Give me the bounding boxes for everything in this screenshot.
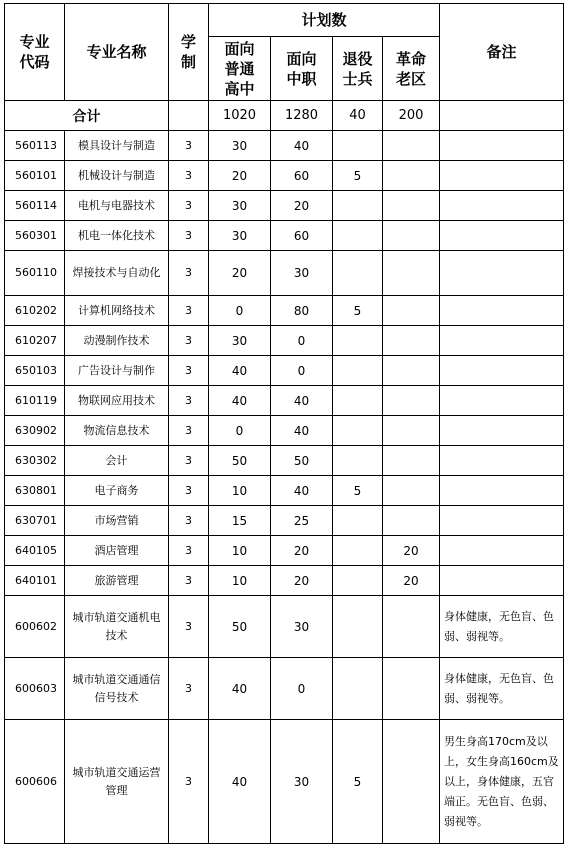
major-name-text: 焊接技术与自动化	[72, 266, 161, 279]
plan-old-revolutionary-area	[383, 658, 440, 720]
major-name-text: 物联网应用技术	[78, 393, 155, 407]
plan-high-school: 30	[209, 221, 271, 251]
years: 3	[169, 596, 209, 658]
major-name	[65, 476, 169, 506]
plan-high-school: 10	[209, 536, 271, 566]
plan-veterans	[333, 416, 383, 446]
note	[440, 476, 564, 506]
years: 3	[169, 720, 209, 844]
plan-high-school: 20	[209, 161, 271, 191]
plan-veterans: 5	[333, 296, 383, 326]
years: 3	[169, 356, 209, 386]
major-code: 560113	[5, 131, 65, 161]
plan-old-revolutionary-area: 20	[383, 566, 440, 596]
table-row	[5, 506, 564, 536]
plan-veterans	[333, 566, 383, 596]
plan-high-school: 0	[209, 296, 271, 326]
table-row	[5, 566, 564, 596]
table-row	[5, 446, 564, 476]
header-row-1	[5, 4, 564, 37]
major-name-text: 城市轨道交通通信信号技术	[72, 672, 161, 704]
enrollment-plan-table	[4, 3, 564, 844]
major-code: 650103	[5, 356, 65, 386]
note	[440, 131, 564, 161]
major-name	[65, 296, 169, 326]
major-code: 560301	[5, 221, 65, 251]
years: 3	[169, 326, 209, 356]
plan-old-revolutionary-area	[383, 296, 440, 326]
plan-vocational: 80	[271, 296, 333, 326]
total-years	[169, 101, 209, 131]
major-code: 560110	[5, 251, 65, 296]
plan-veterans	[333, 536, 383, 566]
major-name	[65, 658, 169, 720]
table-row	[5, 221, 564, 251]
years: 3	[169, 536, 209, 566]
total-label: 合计	[5, 101, 169, 131]
table-row	[5, 356, 564, 386]
major-name	[65, 506, 169, 536]
plan-vocational: 30	[271, 251, 333, 296]
years: 3	[169, 566, 209, 596]
plan-vocational: 60	[271, 161, 333, 191]
major-name	[65, 131, 169, 161]
years: 3	[169, 296, 209, 326]
table-row	[5, 596, 564, 658]
major-code: 610207	[5, 326, 65, 356]
major-code: 630302	[5, 446, 65, 476]
total-value-3: 40	[333, 101, 383, 131]
plan-old-revolutionary-area	[383, 191, 440, 221]
plan-veterans	[333, 191, 383, 221]
years: 3	[169, 221, 209, 251]
note	[440, 536, 564, 566]
header-note: 备注	[440, 4, 564, 101]
table-row	[5, 161, 564, 191]
major-code: 600606	[5, 720, 65, 844]
plan-vocational: 0	[271, 356, 333, 386]
major-name	[65, 326, 169, 356]
years: 3	[169, 161, 209, 191]
plan-high-school: 10	[209, 476, 271, 506]
major-name-text: 酒店管理	[94, 543, 139, 557]
plan-veterans: 5	[333, 476, 383, 506]
major-name-text: 广告设计与制作	[78, 363, 155, 377]
plan-old-revolutionary-area	[383, 326, 440, 356]
table-row	[5, 296, 564, 326]
plan-old-revolutionary-area	[383, 416, 440, 446]
major-name-text: 机电一体化技术	[78, 228, 155, 242]
years: 3	[169, 386, 209, 416]
note	[440, 161, 564, 191]
plan-high-school: 20	[209, 251, 271, 296]
header-plan: 计划数	[209, 4, 440, 37]
plan-vocational: 30	[271, 596, 333, 658]
major-code: 560114	[5, 191, 65, 221]
years: 3	[169, 251, 209, 296]
table-row	[5, 326, 564, 356]
plan-veterans	[333, 326, 383, 356]
note	[440, 251, 564, 296]
plan-vocational: 0	[271, 326, 333, 356]
plan-vocational: 40	[271, 131, 333, 161]
major-name	[65, 191, 169, 221]
total-row	[5, 101, 564, 131]
plan-vocational: 60	[271, 221, 333, 251]
plan-veterans	[333, 506, 383, 536]
major-name-text: 模具设计与制造	[78, 138, 155, 152]
plan-veterans	[333, 356, 383, 386]
years: 3	[169, 446, 209, 476]
years: 3	[169, 658, 209, 720]
major-name	[65, 251, 169, 296]
plan-old-revolutionary-area	[383, 386, 440, 416]
plan-high-school: 40	[209, 658, 271, 720]
table-row	[5, 720, 564, 844]
major-name-text: 物流信息技术	[83, 423, 150, 437]
major-name	[65, 446, 169, 476]
plan-high-school: 30	[209, 326, 271, 356]
plan-old-revolutionary-area	[383, 476, 440, 506]
major-name	[65, 566, 169, 596]
plan-veterans	[333, 221, 383, 251]
plan-vocational: 40	[271, 386, 333, 416]
plan-veterans	[333, 596, 383, 658]
major-name-text: 城市轨道交通运营管理	[72, 765, 161, 797]
major-name-text: 动漫制作技术	[83, 333, 150, 347]
note: 身体健康，无色盲、色弱、弱视等。	[440, 658, 564, 720]
plan-high-school: 0	[209, 416, 271, 446]
plan-veterans: 5	[333, 720, 383, 844]
plan-old-revolutionary-area	[383, 251, 440, 296]
note	[440, 326, 564, 356]
plan-high-school: 30	[209, 131, 271, 161]
header-plan-col-2: 面向中职	[271, 37, 333, 101]
note	[440, 506, 564, 536]
note	[440, 191, 564, 221]
plan-vocational: 20	[271, 191, 333, 221]
major-name	[65, 596, 169, 658]
header-code: 专业代码	[5, 4, 65, 101]
plan-high-school: 40	[209, 356, 271, 386]
major-name	[65, 221, 169, 251]
plan-old-revolutionary-area	[383, 161, 440, 191]
total-value-1: 1020	[209, 101, 271, 131]
major-name	[65, 356, 169, 386]
plan-old-revolutionary-area	[383, 131, 440, 161]
major-name-text: 会计	[105, 453, 128, 467]
plan-old-revolutionary-area	[383, 596, 440, 658]
plan-veterans: 5	[333, 161, 383, 191]
major-name	[65, 161, 169, 191]
major-code: 600602	[5, 596, 65, 658]
header-plan-col-3: 退役士兵	[333, 37, 383, 101]
table-row	[5, 476, 564, 506]
note	[440, 416, 564, 446]
plan-old-revolutionary-area	[383, 506, 440, 536]
total-note	[440, 101, 564, 131]
major-name	[65, 386, 169, 416]
header-plan-col-4: 革命老区	[383, 37, 440, 101]
plan-veterans	[333, 386, 383, 416]
plan-high-school: 15	[209, 506, 271, 536]
plan-high-school: 40	[209, 386, 271, 416]
plan-veterans	[333, 251, 383, 296]
header-name: 专业名称	[65, 4, 169, 101]
plan-old-revolutionary-area	[383, 720, 440, 844]
plan-vocational: 25	[271, 506, 333, 536]
major-name	[65, 536, 169, 566]
plan-old-revolutionary-area	[383, 221, 440, 251]
plan-vocational: 30	[271, 720, 333, 844]
major-name-text: 计算机网络技术	[78, 303, 155, 317]
plan-vocational: 40	[271, 476, 333, 506]
note	[440, 221, 564, 251]
plan-veterans	[333, 658, 383, 720]
total-value-4: 200	[383, 101, 440, 131]
plan-high-school: 40	[209, 720, 271, 844]
plan-high-school: 50	[209, 596, 271, 658]
plan-old-revolutionary-area	[383, 446, 440, 476]
table-row	[5, 131, 564, 161]
plan-veterans	[333, 131, 383, 161]
major-code: 610119	[5, 386, 65, 416]
years: 3	[169, 476, 209, 506]
note	[440, 296, 564, 326]
plan-vocational: 0	[271, 658, 333, 720]
plan-vocational: 20	[271, 536, 333, 566]
header-years: 学制	[169, 4, 209, 101]
plan-vocational: 40	[271, 416, 333, 446]
years: 3	[169, 131, 209, 161]
note	[440, 356, 564, 386]
major-name-text: 旅游管理	[94, 573, 139, 587]
plan-old-revolutionary-area: 20	[383, 536, 440, 566]
header-plan-col-1: 面向普通高中	[209, 37, 271, 101]
table-row	[5, 251, 564, 296]
plan-vocational: 50	[271, 446, 333, 476]
major-code: 610202	[5, 296, 65, 326]
table-row	[5, 191, 564, 221]
major-code: 640105	[5, 536, 65, 566]
note	[440, 446, 564, 476]
table-row	[5, 416, 564, 446]
total-value-2: 1280	[271, 101, 333, 131]
years: 3	[169, 191, 209, 221]
major-code: 630701	[5, 506, 65, 536]
major-code: 600603	[5, 658, 65, 720]
major-code: 560101	[5, 161, 65, 191]
major-code: 640101	[5, 566, 65, 596]
major-name	[65, 720, 169, 844]
plan-high-school: 50	[209, 446, 271, 476]
table-row	[5, 536, 564, 566]
table-row	[5, 386, 564, 416]
plan-veterans	[333, 446, 383, 476]
major-name-text: 电机与电器技术	[78, 198, 155, 212]
major-name-text: 市场营销	[94, 513, 139, 527]
major-code: 630902	[5, 416, 65, 446]
note: 身体健康，无色盲、色弱、弱视等。	[440, 596, 564, 658]
years: 3	[169, 506, 209, 536]
major-name-text: 电子商务	[94, 483, 139, 497]
note: 男生身高170cm及以上，女生身高160cm及以上，身体健康，五官端正。无色盲、色弱、弱视等。	[440, 720, 564, 844]
major-name-text: 机械设计与制造	[78, 168, 155, 182]
plan-vocational: 20	[271, 566, 333, 596]
major-name-text: 城市轨道交通机电技术	[72, 610, 161, 642]
note	[440, 386, 564, 416]
major-name	[65, 416, 169, 446]
major-code: 630801	[5, 476, 65, 506]
plan-high-school: 10	[209, 566, 271, 596]
plan-high-school: 30	[209, 191, 271, 221]
years: 3	[169, 416, 209, 446]
note	[440, 566, 564, 596]
table-row	[5, 658, 564, 720]
plan-old-revolutionary-area	[383, 356, 440, 386]
